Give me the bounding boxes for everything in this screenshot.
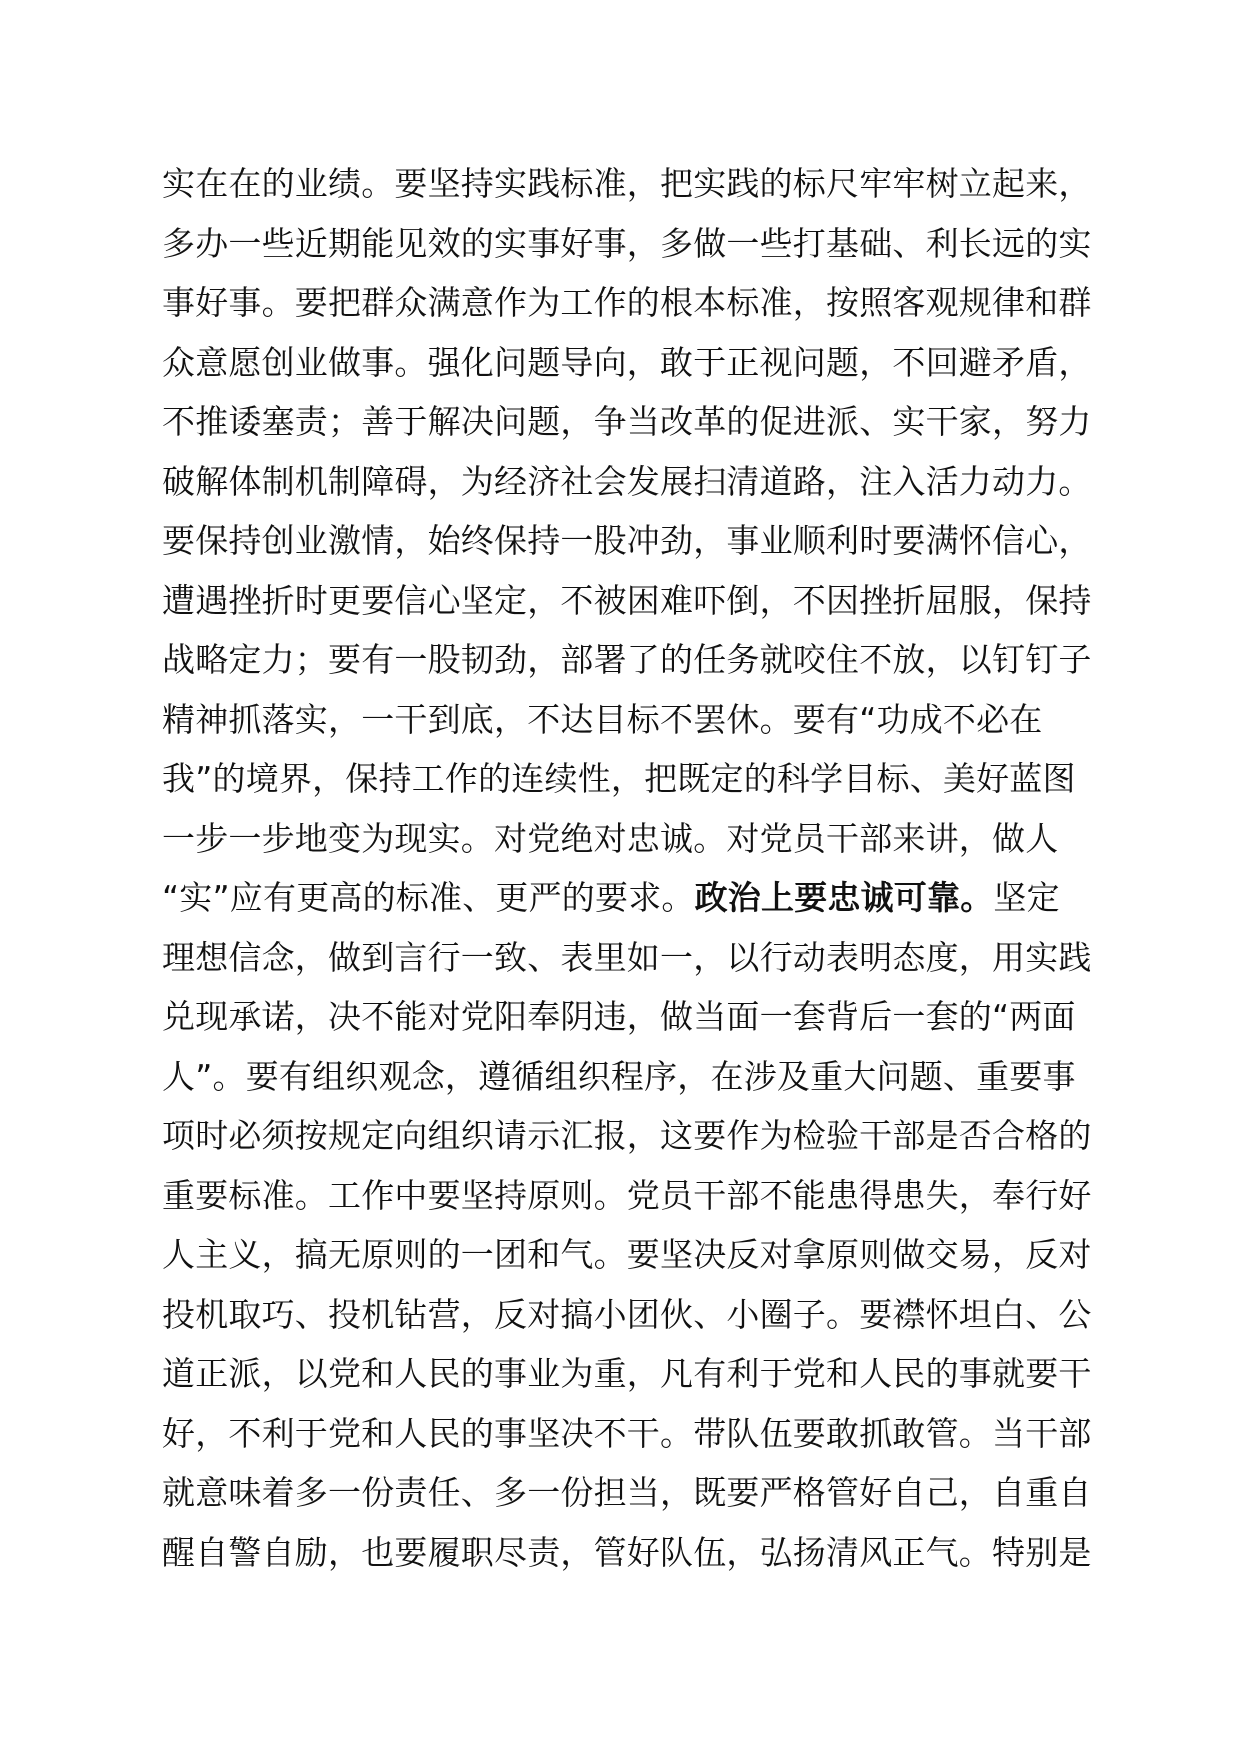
text-line: 要保持创业激情，始终保持一股冲劲，事业顺利时要满怀信心， xyxy=(162,521,1092,560)
text-line: 破解体制机制障碍，为经济社会发展扫清道路，注入活力动力。 xyxy=(162,461,1092,501)
text-line: 战略定力；要有一股韧劲，部署了的任务就咬住不放，以钉钉子 xyxy=(162,640,1092,679)
text-line: 不推诿塞责；善于解决问题，争当改革的促进派、实干家，努力 xyxy=(162,402,1092,441)
text-line: 我”的境界，保持工作的连续性，把既定的科学目标、美好蓝图 xyxy=(162,759,1076,798)
text-line-with-bold xyxy=(162,868,1112,928)
text-line: 道正派，以党和人民的事业为重，凡有利于党和人民的事就要干 xyxy=(162,1354,1092,1393)
text-line: 人”。要有组织观念，遵循组织程序，在涉及重大问题、重要事 xyxy=(162,1056,1076,1096)
text-line: 理想信念，做到言行一致、表里如一，以行动表明态度，用实践 xyxy=(162,937,1092,977)
text-line: 就意味着多一份责任、多一份担当，既要严格管好自己，自重自 xyxy=(162,1473,1092,1512)
text-line: 重要标准。工作中要坚持原则。党员干部不能患得患失，奉行好 xyxy=(162,1175,1092,1215)
text-line: 遭遇挫折时更要信心坚定，不被困难吓倒，不因挫折屈服，保持 xyxy=(162,580,1092,620)
bold-heading: 政治上要忠诚可靠。 xyxy=(694,878,994,917)
text-line: 实在在的业绩。要坚持实践标准，把实践的标尺牢牢树立起来， xyxy=(162,164,1092,203)
text-line: 人主义，搞无原则的一团和气。要坚决反对拿原则做交易，反对 xyxy=(162,1235,1092,1274)
text-line: 众意愿创业做事。强化问题导向，敢于正视问题，不回避矛盾， xyxy=(162,342,1092,382)
body-text xyxy=(162,154,1112,1582)
text-segment: “实”应有更高的标准、更严的要求。 xyxy=(162,878,695,917)
text-line: 兑现承诺，决不能对党阳奉阴违，做当面一套背后一套的“两面 xyxy=(162,997,1076,1036)
text-line: 醒自警自励，也要履职尽责，管好队伍，弘扬清风正气。特别是 xyxy=(162,1532,1092,1572)
text-line: 多办一些近期能见效的实事好事，多做一些打基础、利长远的实 xyxy=(162,223,1092,263)
text-line: 一步一步地变为现实。对党绝对忠诚。对党员干部来讲，做人 xyxy=(162,818,1059,858)
text-line: 好，不利于党和人民的事坚决不干。带队伍要敢抓敢管。当干部 xyxy=(162,1413,1092,1453)
text-line: 项时必须按规定向组织请示汇报，这要作为检验干部是否合格的 xyxy=(162,1116,1092,1155)
text-segment: 坚定 xyxy=(993,878,1060,917)
text-line: 精神抓落实，一干到底，不达目标不罢休。要有“功成不必在 xyxy=(162,699,1043,739)
text-line: 事好事。要把群众满意作为工作的根本标准，按照客观规律和群 xyxy=(162,283,1092,322)
text-line: 投机取巧、投机钻营，反对搞小团伙、小圈子。要襟怀坦白、公 xyxy=(162,1294,1092,1334)
